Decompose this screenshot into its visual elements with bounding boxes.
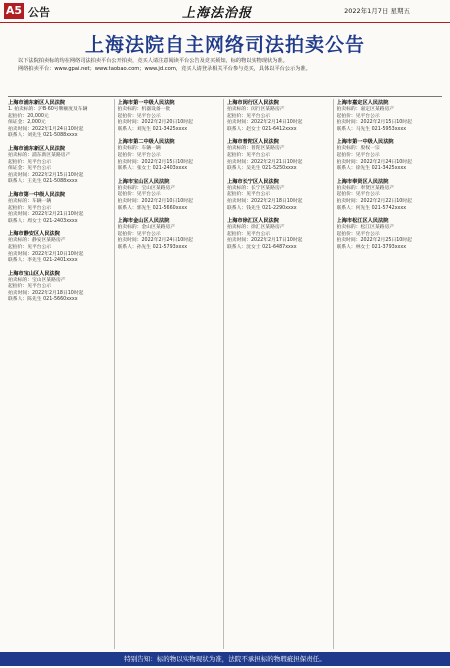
court-name: 上海市浦东新区人民法院 bbox=[8, 145, 66, 152]
court-name: 上海市宝山区人民法院 bbox=[8, 270, 60, 277]
notice-line: 起拍价：见平台公示 bbox=[117, 152, 161, 158]
auction-notice bbox=[118, 178, 222, 212]
notice-column bbox=[227, 99, 334, 649]
footer-notice: 特别告知：标的物以实物现状为准，法院不承担标的物瑕疵担保责任。 bbox=[0, 652, 450, 666]
notice-line: 拍卖时间：2022年2月15日10时起 bbox=[117, 159, 193, 165]
notice-line: 拍卖标的：静安区某路房产 bbox=[8, 238, 66, 244]
court-name: 上海市闵行区人民法院 bbox=[227, 100, 279, 106]
notice-line: 起拍价：见平台公示 bbox=[8, 205, 52, 211]
notice-line: 拍卖时间：2022年2月24日10时起 bbox=[117, 238, 193, 244]
court-name: 上海市徐汇区人民法院 bbox=[227, 218, 279, 225]
auction-notice bbox=[8, 99, 112, 140]
page-tag: A5 bbox=[5, 4, 23, 17]
auction-notice bbox=[8, 145, 112, 186]
notice-line: 拍卖时间：2022年2月14日10时起 bbox=[227, 120, 303, 126]
notice-line: 起拍价：见平台公示 bbox=[336, 113, 380, 119]
notice-line: 拍卖时间：2022年2月17日10时起 bbox=[227, 238, 303, 244]
notice-line: 拍卖标的：松江区某路房产 bbox=[336, 225, 395, 231]
notice-line: 拍卖时间：2022年2月18日10时起 bbox=[8, 290, 84, 296]
notice-columns bbox=[8, 99, 442, 649]
notice-line: 起拍价：20,000元 bbox=[8, 113, 49, 119]
notice-line: 起拍价：见平台公示 bbox=[117, 113, 161, 119]
notice-line: 保证金：2,000元 bbox=[8, 120, 46, 126]
court-name: 上海市浦东新区人民法院 bbox=[8, 100, 66, 106]
notice-line: 拍卖时间：2022年1月24日10时起 bbox=[8, 126, 84, 132]
auction-notice bbox=[337, 178, 441, 212]
notice-line: 联系人：马先生 021-5953xxxx bbox=[336, 126, 407, 132]
notice-line: 拍卖时间：2022年2月18日10时起 bbox=[227, 198, 303, 204]
court-name: 上海市第一中级人民法院 bbox=[336, 139, 394, 146]
notice-line: 联系人：张女士 021-2403xxxx bbox=[117, 166, 188, 172]
notice-line: 起拍价：见平台公示 bbox=[227, 113, 271, 119]
notice-line: 拍卖标的：闵行区某路房产 bbox=[227, 107, 285, 112]
notice-column bbox=[8, 99, 115, 649]
notice-line: 拍卖时间：2022年2月10日10时起 bbox=[117, 198, 193, 204]
notice-line: 拍卖时间：2022年2月21日10时起 bbox=[227, 159, 303, 165]
notice-line: 起拍价：见平台公示 bbox=[227, 152, 271, 158]
notice-line: 联系人：吴先生 021-5250xxxx bbox=[227, 166, 297, 172]
court-name: 上海市嘉定区人民法院 bbox=[336, 100, 389, 106]
notice-line: 联系人：陈先生 021-5660xxxx bbox=[8, 297, 78, 303]
notice-line: 联系人：钱先生 021-2290xxxx bbox=[227, 205, 297, 211]
auction-notice bbox=[8, 270, 112, 304]
notice-line: 起拍价：见平台公示 bbox=[336, 231, 380, 237]
notice-line: 拍卖标的：宝山区某路房产 bbox=[117, 185, 176, 191]
notice-line: 1. 拍卖标的：沪B·60号牌额度及车辆 bbox=[8, 107, 88, 112]
intro-text bbox=[8, 58, 442, 73]
notice-line: 拍卖时间：2022年2月15日10时起 bbox=[336, 120, 412, 126]
notice-line: 拍卖时间：2022年2月20日10时起 bbox=[117, 120, 193, 126]
court-name: 上海市奉贤区人民法院 bbox=[336, 178, 389, 185]
page-title: 上海法院自主网络司法拍卖公告 bbox=[84, 34, 365, 56]
masthead bbox=[0, 0, 450, 23]
court-name: 上海市第一中级人民法院 bbox=[117, 100, 175, 106]
notice-line: 联系人：刘先生 021-5088xxxx bbox=[8, 133, 78, 139]
notice-line: 拍卖标的：长宁区某路房产 bbox=[227, 185, 285, 191]
notice-line: 联系人：何先生 021-5742xxxx bbox=[336, 205, 407, 211]
notice-column bbox=[118, 99, 225, 649]
notice-line: 拍卖标的：浦东新区某路房产 bbox=[8, 152, 71, 158]
divider bbox=[8, 96, 442, 97]
notice-line: 拍卖标的：徐汇区某路房产 bbox=[227, 225, 285, 231]
notice-line: 联系人：赵女士 021-6412xxxx bbox=[227, 126, 297, 132]
court-name: 上海市长宁区人民法院 bbox=[227, 178, 279, 185]
notice-line: 起拍价：见平台公示 bbox=[336, 192, 380, 198]
auction-notice bbox=[118, 138, 222, 172]
auction-notice bbox=[337, 138, 441, 172]
notice-line: 联系人：周女士 021-2403xxxx bbox=[8, 218, 78, 224]
notice-line: 拍卖标的：奉贤区某路房产 bbox=[336, 185, 395, 191]
notice-line: 联系人：孙先生 021-5793xxxx bbox=[117, 244, 188, 250]
auction-notice bbox=[337, 99, 441, 133]
notice-line: 起拍价：见平台公示 bbox=[8, 284, 52, 290]
auction-notice bbox=[118, 217, 222, 251]
court-name: 上海市松江区人民法院 bbox=[336, 218, 389, 225]
auction-notice bbox=[227, 99, 331, 133]
notice-line: 拍卖时间：2022年2月21日10时起 bbox=[8, 212, 84, 218]
notice-line: 拍卖标的：金山区某路房产 bbox=[117, 225, 176, 231]
notice-line: 起拍价：见平台公示 bbox=[117, 192, 161, 198]
notice-line: 起拍价：见平台公示 bbox=[227, 231, 271, 237]
court-name: 上海市静安区人民法院 bbox=[8, 231, 60, 238]
section-name: 公告 bbox=[28, 6, 50, 19]
notice-line: 拍卖时间：2022年2月22日10时起 bbox=[336, 198, 412, 204]
court-name: 上海市第一中级人民法院 bbox=[8, 191, 66, 198]
intro-paragraph: 以下法院拍卖标的均在网络司法拍卖平台公开拍卖，竞买人请注意阅读平台公告及竞买须知，标的物以实物现状为准。 bbox=[18, 58, 288, 64]
notice-line: 起拍价：见平台公示 bbox=[117, 231, 161, 237]
notice-line: 保证金：见平台公示 bbox=[8, 166, 52, 172]
auction-notice bbox=[227, 217, 331, 251]
notice-line: 起拍价：见平台公示 bbox=[8, 159, 52, 165]
notice-line: 拍卖时间：2022年2月10日10时起 bbox=[8, 251, 84, 257]
notice-line: 拍卖标的：普陀区某路房产 bbox=[227, 146, 285, 152]
notice-line: 联系人：李先生 021-2401xxxx bbox=[8, 258, 78, 264]
auction-notice bbox=[118, 99, 222, 133]
notice-line: 联系人：林女士 021-3793xxxx bbox=[336, 244, 407, 250]
notice-line: 联系人：徐先生 021-3425xxxx bbox=[336, 166, 407, 172]
auction-notice bbox=[8, 230, 112, 264]
auction-notice bbox=[227, 138, 331, 172]
notice-line: 联系人：沈女士 021-6487xxxx bbox=[227, 244, 297, 250]
notice-line: 拍卖时间：2022年2月25日10时起 bbox=[336, 238, 412, 244]
notice-line: 起拍价：见平台公示 bbox=[227, 192, 271, 198]
auction-notice bbox=[227, 178, 331, 212]
notice-line: 拍卖标的：嘉定区某路房产 bbox=[336, 107, 395, 112]
court-name: 上海市宝山区人民法院 bbox=[117, 178, 170, 185]
notice-line: 拍卖标的：车辆一辆 bbox=[8, 198, 52, 204]
notice-column bbox=[337, 99, 443, 649]
notice-line: 拍卖标的：股权一宗 bbox=[336, 146, 380, 152]
notice-line: 联系人：郭先生 021-5660xxxx bbox=[117, 205, 188, 211]
notice-line: 拍卖标的：车辆一辆 bbox=[117, 146, 161, 152]
issue-date: 2022年1月7日 星期五 bbox=[344, 7, 410, 15]
auction-notice bbox=[337, 217, 441, 251]
notice-line: 联系人：刘先生 021-3425xxxx bbox=[117, 126, 188, 132]
notice-line: 起拍价：见平台公示 bbox=[336, 152, 380, 158]
notice-line: 拍卖标的：机器设备一批 bbox=[117, 107, 171, 112]
notice-line: 起拍价：见平台公示 bbox=[8, 244, 52, 250]
notice-line: 拍卖时间：2022年2月15日10时起 bbox=[8, 172, 84, 178]
court-name: 上海市普陀区人民法院 bbox=[227, 139, 279, 146]
court-name: 上海市第二中级人民法院 bbox=[117, 139, 175, 146]
auction-notice bbox=[8, 191, 112, 225]
court-name: 上海市金山区人民法院 bbox=[117, 218, 170, 225]
paper-name: 上海法治报 bbox=[182, 6, 253, 21]
notice-line: 联系人：王先生 021-5088xxxx bbox=[8, 179, 78, 185]
notice-line: 拍卖时间：2022年2月24日10时起 bbox=[336, 159, 412, 165]
notice-line: 拍卖标的：宝山区某路房产 bbox=[8, 277, 66, 283]
intro-paragraph: 网络拍卖平台：www.gpai.net；www.taobao.com；www.jd.com，竞买人请登录相关平台参与竞买，具体以平台公示为准。 bbox=[18, 65, 311, 72]
